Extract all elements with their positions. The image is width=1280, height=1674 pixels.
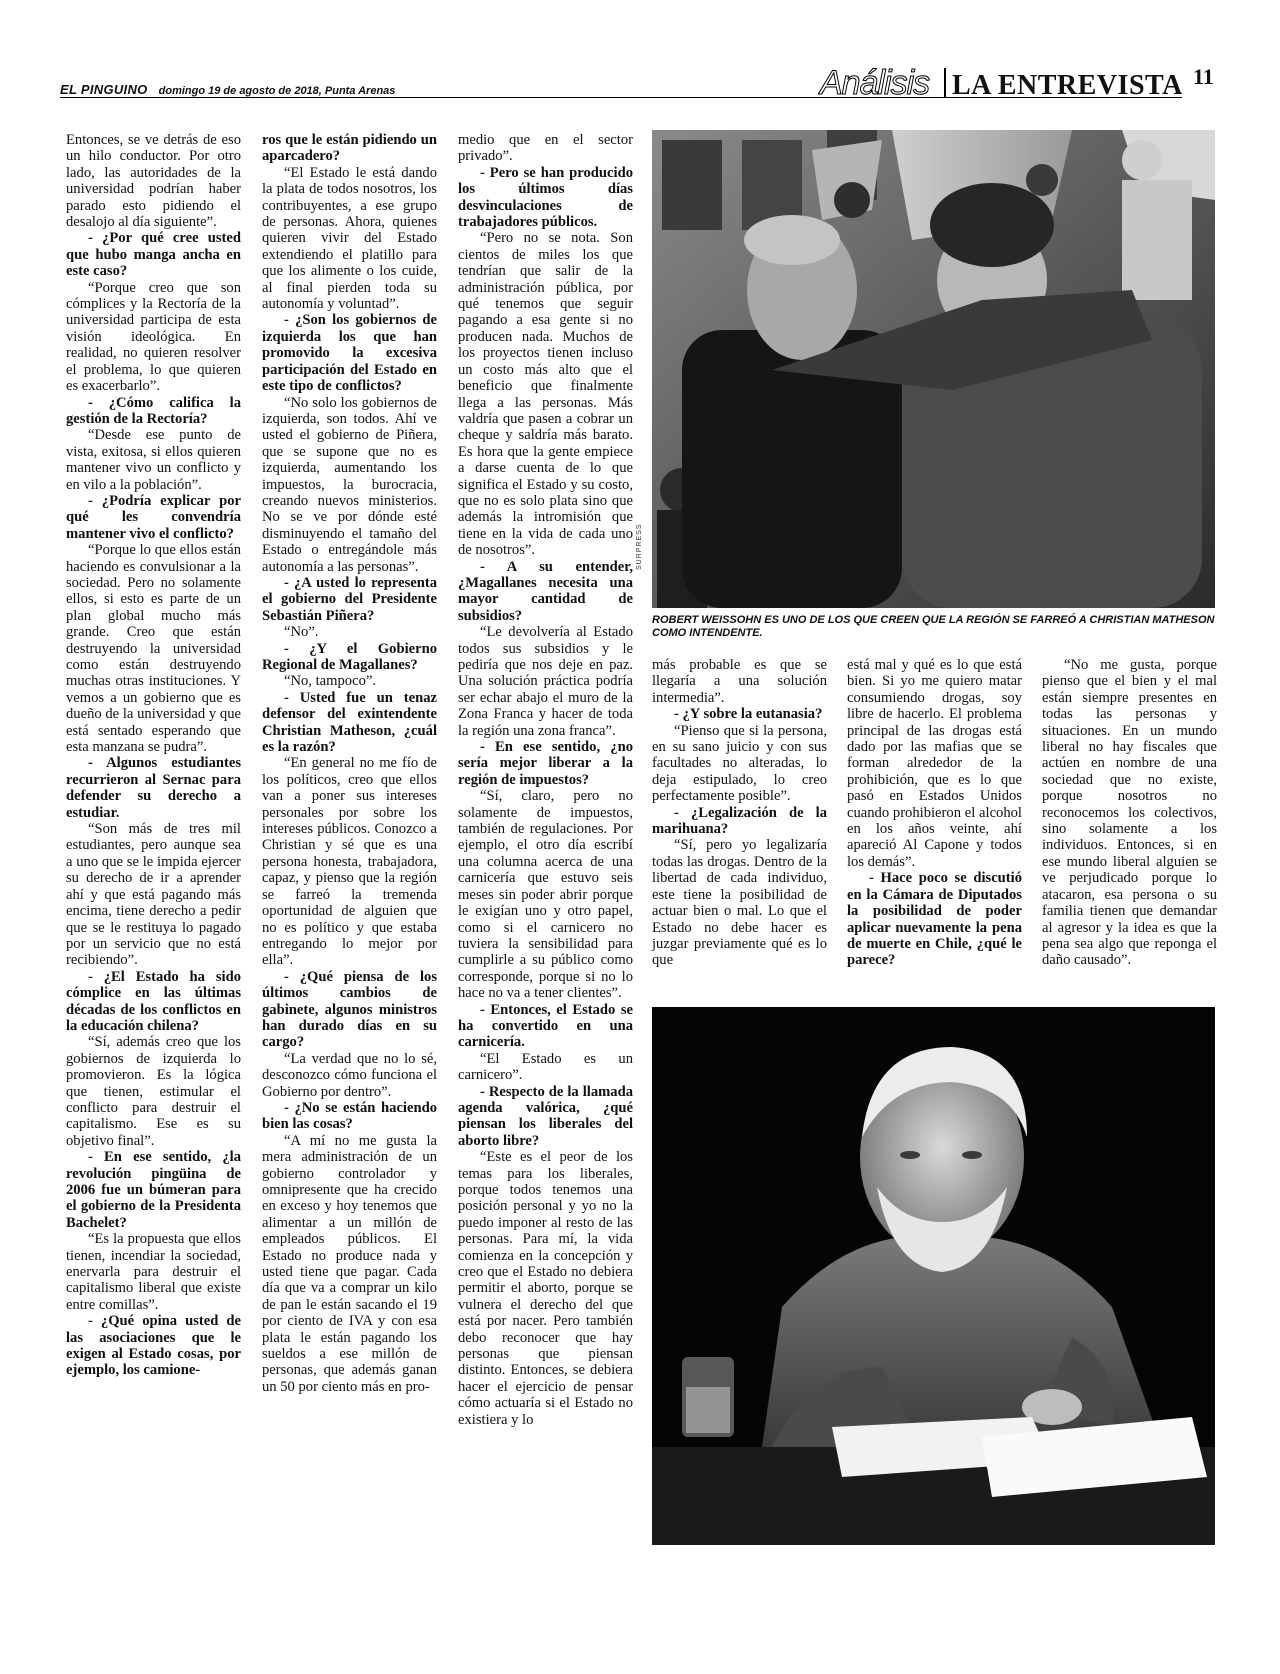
interview-question: - ¿Y el Gobierno Regional de Magallanes? xyxy=(262,640,437,673)
page-number: 11 xyxy=(1193,64,1214,89)
article-column-5 xyxy=(847,657,1022,969)
interview-question: - Algunos estudiantes recurrieron al Sernac para defender su derecho a estudiar. xyxy=(66,755,241,821)
interview-answer: “El Estado es un carnicero”. xyxy=(458,1050,633,1084)
interview-question: - Usted fue un tenaz defensor del exintendente Christian Matheson, ¿cuál es la razón? xyxy=(262,689,437,756)
interview-answer: más probable es que se llegaría a una solución intermedia”. xyxy=(652,657,827,706)
article-column-3 xyxy=(458,132,633,1428)
interview-answer: “No me gusta, porque pienso que el bien y el mal están siempre presentes en todas las personas y situaciones. En un mundo liberal no hay fiscales que actúen en nombre de una sociedad que no existe, porque nosotros no reconocemos los colectivos, sino solamente a los individuos. Entonces, si en ese mundo liberal alguien se ve perjudicado porque lo atacaron, esa persona o su familia tienen que demandar al agresor y la idea es que la pena sea algo que reponga el daño causado”. xyxy=(1042,657,1217,969)
interview-question: - Pero se han producido los últimos días desvinculaciones de trabajadores públicos. xyxy=(458,164,633,231)
interview-answer: “El Estado le está dando la plata de todos nosotros, los contribuyentes, a ese grupo de personas. Ahora, quienes quieren vivir del Estado extendiendo el platillo para que los alimente o los cuide, al final pierden toda su autonomía y voluntad”. xyxy=(262,164,437,313)
interview-question: - ¿Legalización de la marihuana? xyxy=(652,804,827,838)
photo-interviewee-image xyxy=(652,1007,1215,1545)
interview-answer: “Son más de tres mil estudiantes, pero aunque sea a uno que se le impida ejercer su derecho de ir a aprender ahí y que está pagando más encima, tiene derecho a pedir que se le restituya lo pagado por un servicio que no está recibiendo”. xyxy=(66,821,241,969)
photo-caption: ROBERT WEISSOHN ES UNO DE LOS QUE CREEN QUE LA REGIÓN SE FARREÓ A CHRISTIAN MATHESON COMO INTENDENTE. xyxy=(652,614,1215,639)
interview-question: - ¿Qué opina usted de las asociaciones que le exigen al Estado cosas, por ejemplo, los camione- xyxy=(66,1313,241,1379)
interview-answer: “Sí, pero yo legalizaría todas las drogas. Dentro de la libertad de cada individuo, este tiene la posibilidad de actuar bien o mal. Lo que el Estado no debe hacer es juzgar previamente qué es lo que xyxy=(652,837,827,969)
interview-question: - Respecto de la llamada agenda valórica, ¿qué piensan los liberales del aborto libre? xyxy=(458,1083,633,1149)
photo-embrace xyxy=(652,130,1215,608)
interview-answer: medio que en el sector privado”. xyxy=(458,132,633,165)
interview-answer: “Porque creo que son cómplices y la Rectoría de la universidad participa de esta visión ideológica. En realidad, no quieren resolver el problema, lo que quieren es exacerbarlo”. xyxy=(66,279,241,395)
interview-answer: está mal y qué es lo que está bien. Si yo me quiero matar consumiendo drogas, soy libre de hacerlo. El problema principal de las drogas está dado por las mafias que se forman alrededor de la prohibición, que es lo que pasó en Estados Unidos cuando prohibieron el alcohol en los años veinte, ahí apareció Al Capone y todos los demás”. xyxy=(847,657,1022,870)
interview-answer: “No solo los gobiernos de izquierda, son todos. Ahí ve usted el gobierno de Piñera, que se supone que no es izquierda, aumentando los impuestos, la burocracia, creando nuevos ministerios. No se ve por dónde esté disminuyendo el tamaño del Estado o entregándole más autonomía a las personas”. xyxy=(262,394,437,575)
interview-question: - ¿Qué piensa de los últimos cambios de gabinete, algunos ministros han durado días en su cargo? xyxy=(262,968,437,1051)
interview-question: ros que le están pidiendo un aparcadero? xyxy=(262,132,437,165)
interview-question: - ¿El Estado ha sido cómplice en las últimas décadas de los conflictos en la educación chilena? xyxy=(66,968,241,1034)
article-column-4 xyxy=(652,657,827,969)
interview-question: - ¿Y sobre la eutanasia? xyxy=(674,706,823,723)
interview-answer: “La verdad que no lo sé, desconozco cómo funciona el Gobierno por dentro”. xyxy=(262,1050,437,1100)
interview-answer: “Porque lo que ellos están haciendo es convulsionar a la sociedad. Pero no solamente ellos, si esto es parte de un plan global mucho más grande. Creo que están destruyendo la universidad como están destruyendo muchas otras instituciones. Y vemos a un gobierno que es dueño de la universidad y que está sentado esperando que esta manzana se pudra”. xyxy=(66,542,241,756)
interview-question: - ¿Cómo califica la gestión de la Rectoría? xyxy=(66,394,241,427)
issue-date: domingo 19 de agosto de 2018, Punta Arenas xyxy=(158,85,396,97)
interview-answer: “Sí, además creo que los gobiernos de izquierda lo promovieron. Es la lógica que tienen, estimular el conflicto para destruir el capitalismo. Ese es su objetivo final”. xyxy=(66,1034,241,1149)
publication-name: EL PINGUINO xyxy=(60,82,148,97)
section-title: LA ENTREVISTA xyxy=(952,70,1183,101)
interview-question: - Hace poco se discutió en la Cámara de Diputados la posibilidad de poder aplicar nuevamente la pena de muerte en Chile, ¿qué le parece? xyxy=(847,870,1022,969)
interview-question: - En ese sentido, ¿la revolución pingüina de 2006 fue un búmeran para el gobierno de la Presidenta Bachelet? xyxy=(66,1149,241,1231)
section-divider xyxy=(944,68,946,98)
interview-answer: “Sí, claro, pero no solamente de impuestos, también de regulaciones. Por ejemplo, el otro día escribí una columna acerca de una carnicería que estuvo seis meses sin poder abrir porque le exigían uno y otro papel, como si el carnicero no tuviera la sensibilidad para cumplirle a su público como corresponde, porque si no lo hace no va a tener clientes”. xyxy=(458,788,633,1002)
interview-answer: “A mí no me gusta la mera administración de un gobierno controlador y omnipresente que ha crecido en exceso y hoy tenemos que alimentar a un millón de empleados públicos. El Estado no produce nada y usted tiene que pagar. Cada día que va a comprar un kilo de pan le están sacando el 19 por ciento de IVA y con esa plata le están pagando los sueldos a ese millón de personas, que además ganan un 50 por ciento más en pro- xyxy=(262,1132,437,1395)
interview-answer: “No, tampoco”. xyxy=(284,673,376,690)
interview-answer: “Es la propuesta que ellos tienen, incendiar la sociedad, enervarla para destruir el capitalismo liberal que existe entre comillas”. xyxy=(66,1231,241,1313)
interview-question: - ¿Podría explicar por qué les convendría mantener vivo el conflicto? xyxy=(66,492,241,542)
article-column-6 xyxy=(1042,657,1217,969)
interview-answer: “Desde ese punto de vista, exitosa, si ellos quieren mantener vivo un conflicto y en vilo a la población”. xyxy=(66,427,241,493)
photo-embrace-image xyxy=(652,130,1215,608)
interview-answer: “Este es el peor de los temas para los liberales, porque todos tenemos una posición personal y yo no la puedo imponer al resto de las personas. Para mí, la vida comienza en la concepción y creo que el Estado no debiera permitir el aborto, porque se vulnera el derecho del que está por nacer. Pero también debo reconocer que hay personas que piensan distinto. Entonces, se debiera hacer el ejercicio de pensar cómo actuaría si el Estado no existiera y lo xyxy=(458,1149,633,1428)
interview-question: - A su entender, ¿Magallanes necesita una mayor cantidad de subsidios? xyxy=(458,558,633,624)
photo-credit: SURPRESS xyxy=(636,523,643,570)
interview-answer: “No”. xyxy=(284,624,319,641)
interview-question: - ¿Son los gobiernos de izquierda los que han promovido la excesiva participación del Estado en este tipo de conflictos? xyxy=(262,312,437,395)
interview-answer: “Pienso que si la persona, en su sano juicio y con sus facultades no alteradas, lo deja estipulado, lo creo perfectamente posible”. xyxy=(652,722,827,805)
interview-answer: “Le devolvería al Estado todos sus subsidios y le pediría que nos deje en paz. Una solución práctica podría ser echar abajo el muro de la Zona Franca y hacer de toda la región una zona franca”. xyxy=(458,624,633,739)
interview-question: - ¿Por qué cree usted que hubo manga ancha en este caso? xyxy=(66,230,241,280)
interview-answer: Entonces, se ve detrás de eso un hilo conductor. Por otro lado, las autoridades de la universidad podrían haber parado esto pidiendo el desalojo al día siguiente”. xyxy=(66,132,241,231)
section-analisis: Análisis xyxy=(820,64,930,102)
section-label xyxy=(820,62,1183,102)
masthead xyxy=(60,82,395,97)
interview-question: - En ese sentido, ¿no sería mejor liberar a la región de impuestos? xyxy=(458,739,633,788)
photo-interviewee xyxy=(652,1007,1215,1545)
interview-question: - ¿A usted lo representa el gobierno del Presidente Sebastián Piñera? xyxy=(262,574,437,624)
article-column-2 xyxy=(262,132,437,1395)
interview-answer: “Pero no se nota. Son cientos de miles los que tendrían que salir de la administración pública, por qué tenemos que seguir pagando a esa gente si no producen nada. Muchos de los proyectos tienen incluso un costo más alto que el beneficio que finalmente llega a las personas. Más valdría que pasen a cobrar un cheque y saldría más barato. Es hora que la gente empiece a darse cuenta de lo que significa el Estado y su costo, que no es solo plata sino que además la intromisión que tiene en la vida de cada uno de nosotros”. xyxy=(458,230,633,559)
article-column-1 xyxy=(66,132,241,1379)
interview-question: - Entonces, el Estado se ha convertido en una carnicería. xyxy=(458,1001,633,1051)
interview-question: - ¿No se están haciendo bien las cosas? xyxy=(262,1099,437,1133)
interview-answer: “En general no me fío de los políticos, creo que ellos van a poner sus intereses personales por sobre los intereses públicos. Conozco a Christian y sé que es una persona honesta, trabajadora, capaz, y pienso que la región se farreó la tremenda oportunidad de alguien que no es político y que estaba entregando lo mejor por ella”. xyxy=(262,755,437,969)
